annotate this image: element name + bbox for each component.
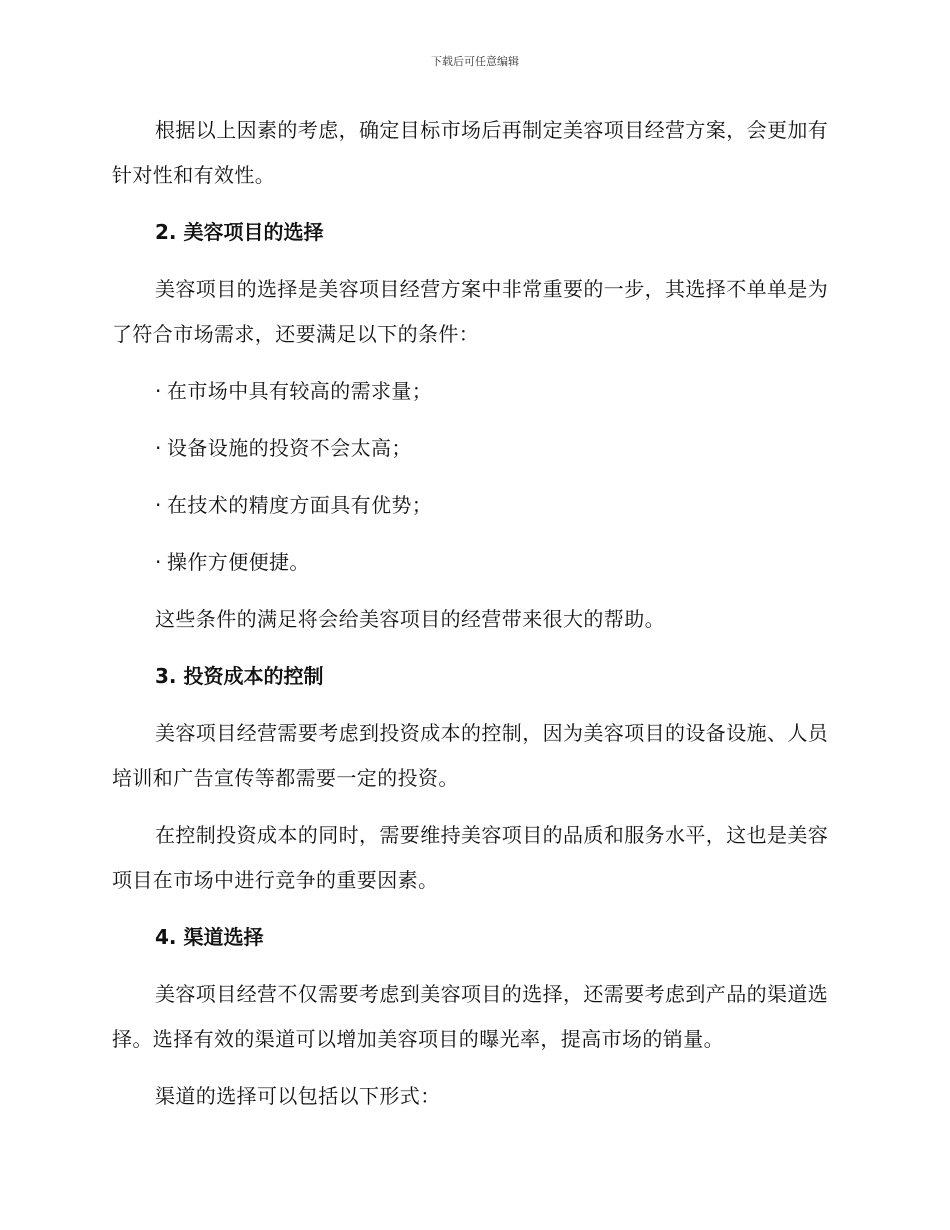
paragraph: 这些条件的满足将会给美容项目的经营带来很大的帮助。 — [155, 607, 665, 631]
section-heading: 4. 渠道选择 — [155, 925, 264, 949]
bullet-marker: · — [155, 493, 162, 517]
bullet-item — [112, 369, 832, 414]
bullet-item — [112, 540, 832, 585]
paragraph: 根据以上因素的考虑，确定目标市场后再制定美容项目经营方案，会更加有针对性和有效性。 — [112, 118, 829, 187]
bullet-text: 在技术的精度方面具有优势； — [167, 493, 433, 517]
document-body — [112, 108, 832, 1131]
section-heading: 3. 投资成本的控制 — [155, 664, 324, 688]
paragraph: 美容项目经营不仅需要考虑到美容项目的选择，还需要考虑到产品的渠道选择。选择有效的渠道可以增加美容项目的曝光率，提高市场的销量。 — [112, 982, 829, 1051]
bullet-marker: · — [155, 379, 162, 403]
paragraph: 美容项目的选择是美容项目经营方案中非常重要的一步，其选择不单单是为了符合市场需求，还要满足以下的条件： — [112, 277, 829, 346]
paragraph: 渠道的选择可以包括以下形式： — [155, 1084, 441, 1108]
bullet-text: 在市场中具有较高的需求量； — [167, 379, 433, 403]
bullet-item — [112, 426, 832, 471]
bullet-marker: · — [155, 436, 162, 460]
bullet-text: 操作方便便捷。 — [167, 550, 310, 574]
paragraph: 在控制投资成本的同时，需要维持美容项目的品质和服务水平，这也是美容项目在市场中进行竞争的重要因素。 — [112, 823, 829, 892]
bullet-item — [112, 483, 832, 528]
paragraph: 美容项目经营需要考虑到投资成本的控制，因为美容项目的设备设施、人员培训和广告宣传等都需要一定的投资。 — [112, 721, 829, 790]
header-note: 下载后可任意编辑 — [431, 55, 519, 68]
section-heading: 2. 美容项目的选择 — [155, 220, 324, 244]
bullet-marker: · — [155, 550, 162, 574]
bullet-text: 设备设施的投资不会太高； — [167, 436, 412, 460]
